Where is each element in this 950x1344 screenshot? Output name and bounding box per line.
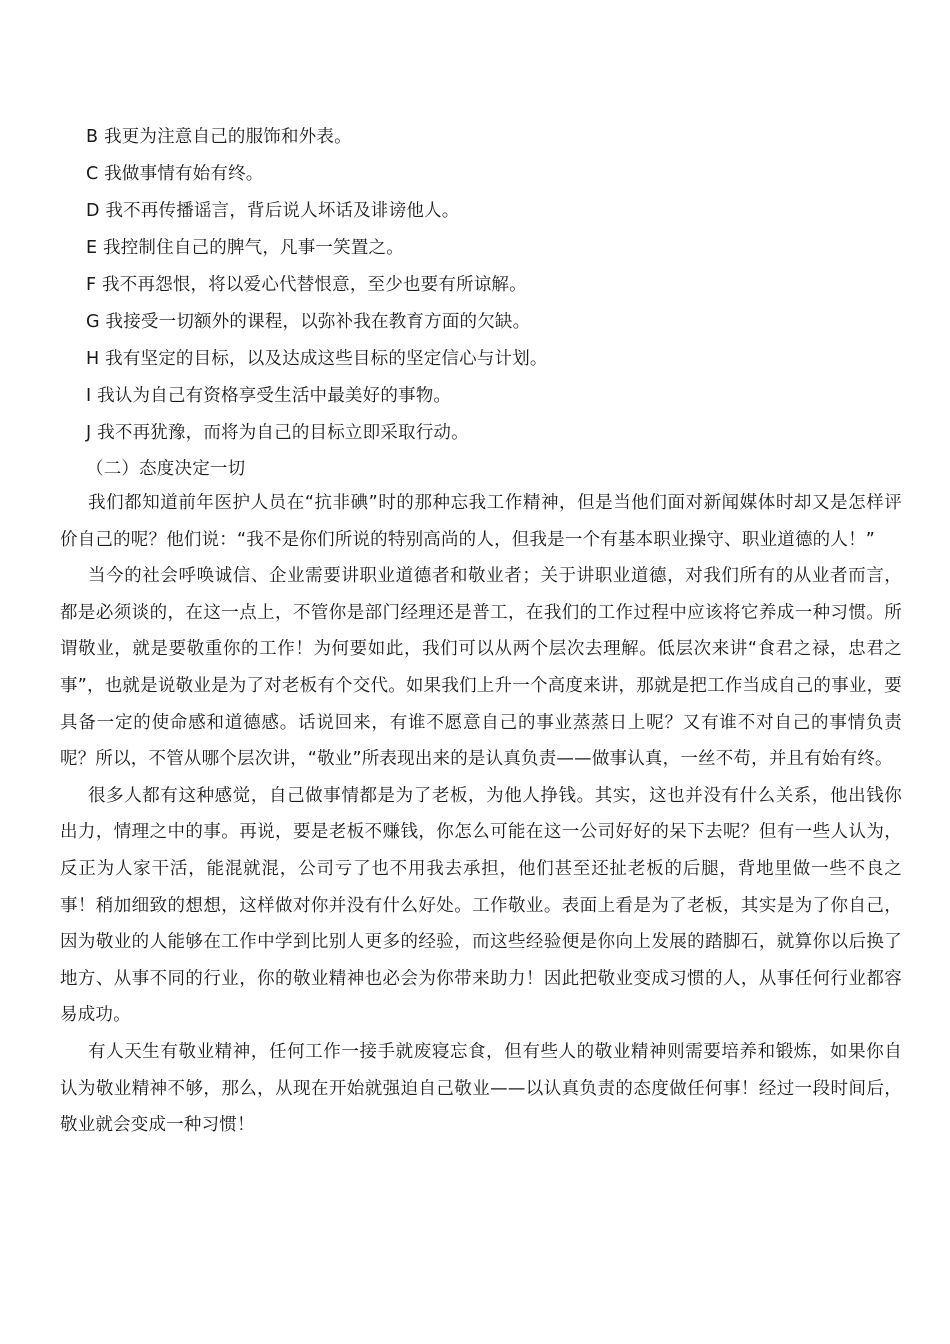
habit-checklist [86, 124, 906, 457]
paragraph: 有人天生有敬业精神，任何工作一接手就废寝忘食，但有些人的敬业精神则需要培养和锻炼，如果你自认为敬业精神不够，那么，从现在开始就强迫自己敬业——以认真负责的态度做任何事！经过一段时间后，敬业就会变成一种习惯！ [60, 1041, 902, 1136]
paragraph: 很多人都有这种感觉，自己做事情都是为了老板，为他人挣钱。其实，这也并没有什么关系，他出钱你出力，情理之中的事。再说，要是老板不赚钱，你怎么可能在这一公司好好的呆下去呢？但有一些人认为，反正为人家干活，能混就混，公司亏了也不用我去承担，他们甚至还扯老板的后腿，背地里做一些不良之事！稍加细致的想想，这样做对你并没有什么好处。工作敬业。表面上看是为了老板，其实是为了你自己，因为敬业的人能够在工作中学到比别人更多的经验，而这些经验便是你向上发展的踏脚石，就算你以后换了地方、从事不同的行业，你的敬业精神也必会为你带来助力！因此把敬业变成习惯的人，从事任何行业都容易成功。 [60, 785, 902, 1026]
list-item: E 我控制住自己的脾气，凡事一笑置之。 [86, 238, 404, 258]
paragraph: 我们都知道前年医护人员在“抗非碘”时的那种忘我工作精神，但是当他们面对新闻媒体时却又是怎样评价自己的呢？他们说：“我不是你们所说的特别高尚的人，但我是一个有基本职业操守、职业道德的人！” [60, 493, 902, 550]
section-heading: （二）态度决定一切 [86, 459, 246, 479]
list-item: G 我接受一切额外的课程，以弥补我在教育方面的欠缺。 [86, 312, 531, 332]
body-text [60, 485, 902, 1144]
list-item: D 我不再传播谣言，背后说人坏话及诽谤他人。 [86, 201, 460, 221]
list-item: J 我不再犹豫，而将为自己的目标立即采取行动。 [86, 423, 469, 443]
list-item: B 我更为注意自己的服饰和外表。 [86, 127, 352, 147]
list-item: H 我有坚定的目标，以及达成这些目标的坚定信心与计划。 [86, 349, 548, 369]
list-item: F 我不再怨恨，将以爱心代替恨意，至少也要有所谅解。 [86, 275, 527, 295]
list-item: I 我认为自己有资格享受生活中最美好的事物。 [86, 386, 452, 406]
paragraph: 当今的社会呼唤诚信、企业需要讲职业道德者和敬业者；关于讲职业道德，对我们所有的从业者而言，都是必须谈的，在这一点上，不管你是部门经理还是普工，在我们的工作过程中应该将它养成一种习惯。所谓敬业，就是要敬重你的工作！为何要如此，我们可以从两个层次去理解。低层次来讲“食君之禄，忠君之事”，也就是说敬业是为了对老板有个交代。如果我们上升一个高度来讲，那就是把工作当成自己的事业，要具备一定的使命感和道德感。话说回来，有谁不愿意自己的事业蒸蒸日上呢？又有谁不对自己的事情负责呢？所以，不管从哪个层次讲，“敬业”所表现出来的是认真负责——做事认真，一丝不苟，并且有始有终。 [60, 566, 902, 770]
list-item: C 我做事情有始有终。 [86, 164, 264, 184]
